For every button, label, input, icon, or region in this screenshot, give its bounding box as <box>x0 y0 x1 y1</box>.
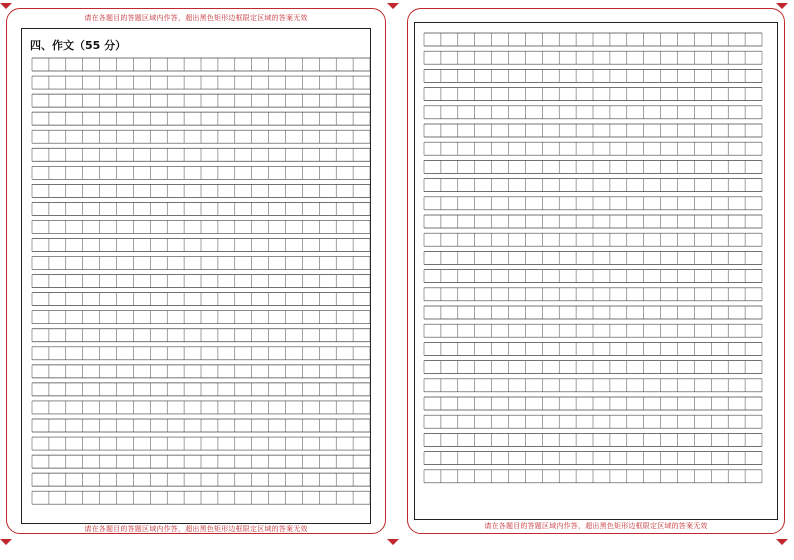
corner-marker-bottom-left <box>0 539 12 545</box>
warning-top-left: 请在各题目的答题区域内作答，超出黑色矩形边框限定区域的答案无效 <box>84 15 308 22</box>
corner-marker-bottom-right <box>776 539 788 545</box>
warning-bottom-right: 请在各题目的答题区域内作答，超出黑色矩形边框限定区域的答案无效 <box>484 523 708 530</box>
corner-marker-top-mid <box>387 3 399 9</box>
warning-bottom-left: 请在各题目的答题区域内作答，超出黑色矩形边框限定区域的答案无效 <box>84 526 308 533</box>
corner-marker-bottom-mid <box>387 539 399 545</box>
corner-marker-top-right <box>776 3 788 9</box>
section-title: 四、作文（55 分） <box>30 39 127 52</box>
corner-marker-top-left <box>0 3 12 9</box>
